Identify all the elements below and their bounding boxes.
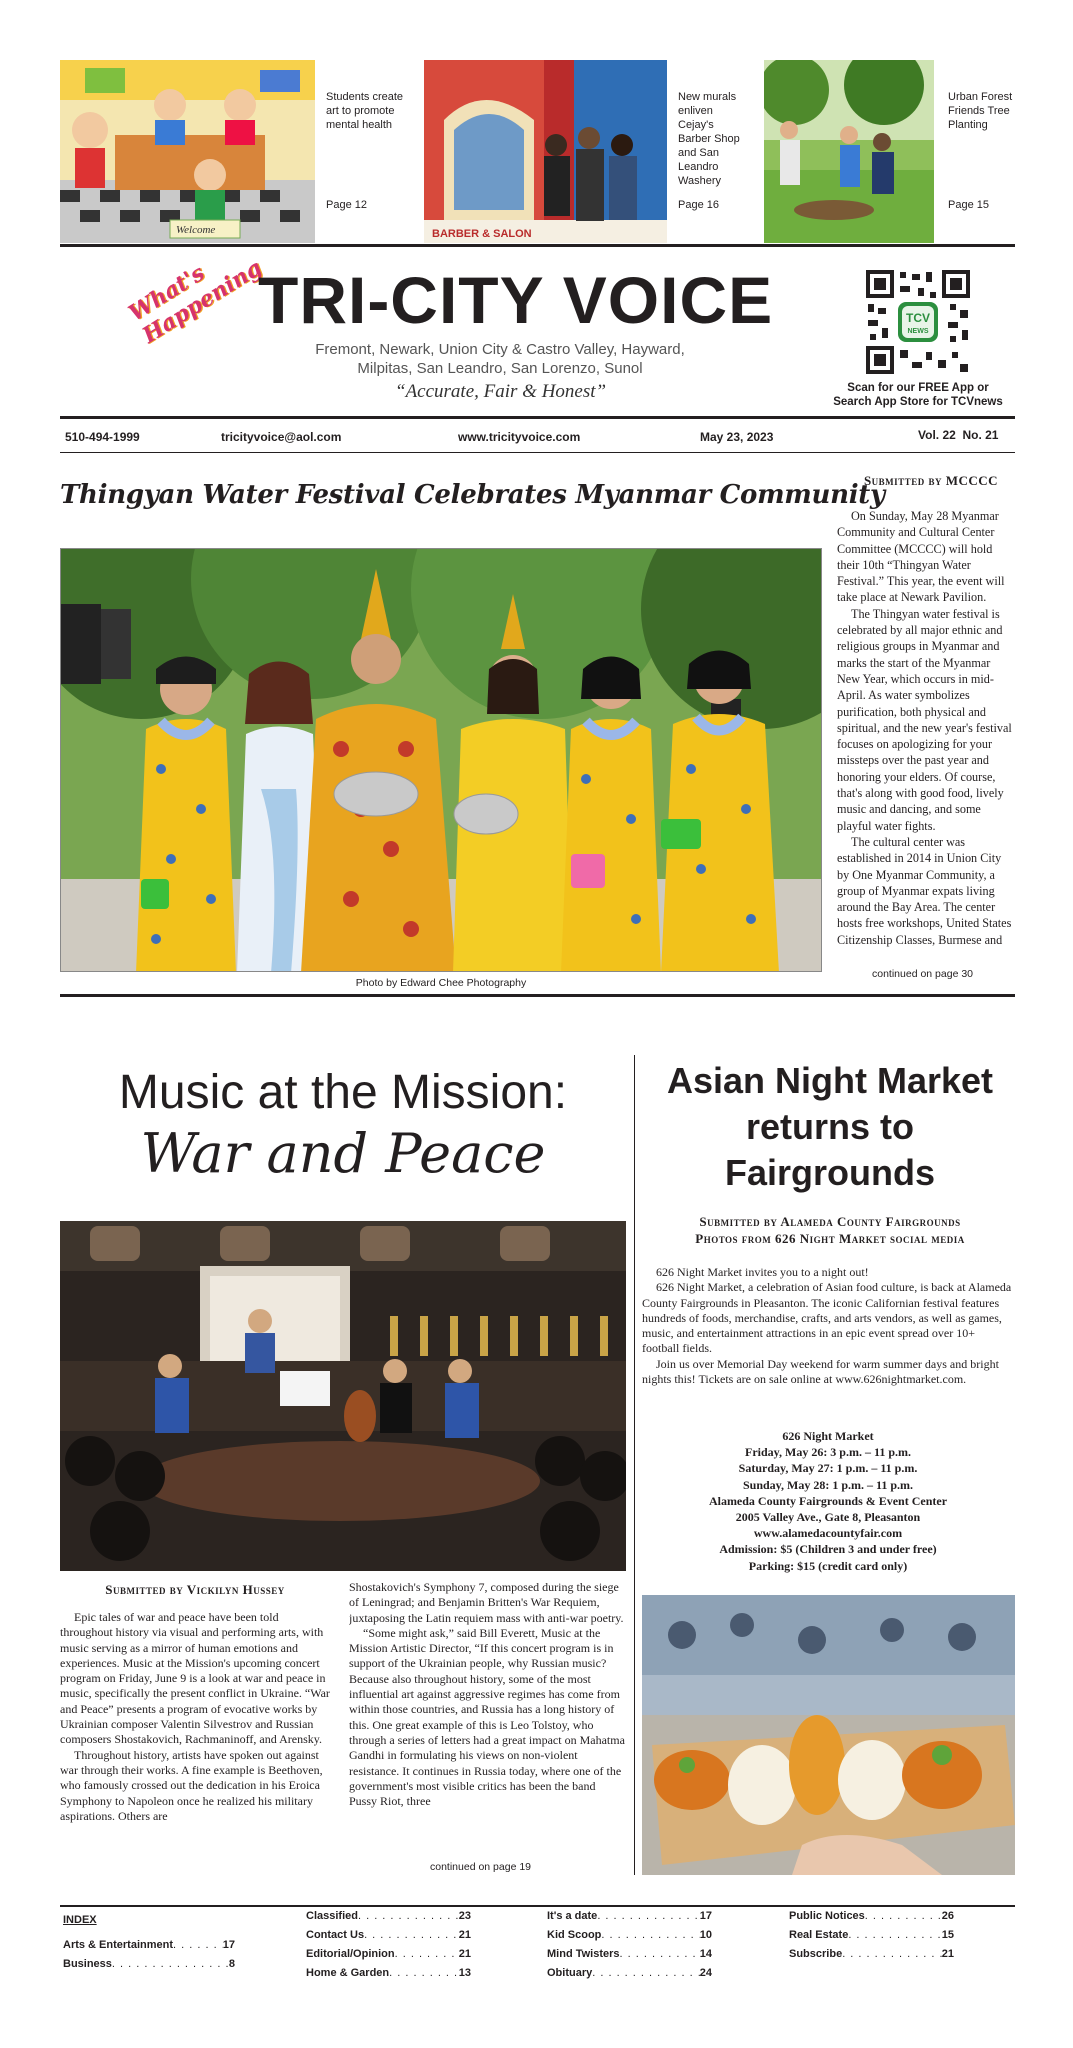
lead-paragraph: The cultural center was established in 2014 in Union City by One Myanmar Community, a group of Myanmar expats living around the Bay Area. The center hosts free workshops, United States Citizenship Classes, Burmese and <box>837 834 1012 947</box>
index-entry-name: Public Notices <box>789 1909 865 1922</box>
index-entry-name: Real Estate <box>789 1928 849 1941</box>
index-dots <box>865 1910 942 1922</box>
market-detail-line: Saturday, May 27: 1 p.m. – 11 p.m. <box>738 1461 918 1476</box>
index-dots <box>173 1939 223 1951</box>
masthead-cities <box>280 340 720 378</box>
index-entry-name: Arts & Entertainment <box>63 1938 174 1951</box>
music-body-col-2 <box>349 1580 625 1868</box>
market-detail-line: Admission: $5 (Children 3 and under free) <box>719 1542 937 1557</box>
music-headline-line-2: War and Peace <box>140 1122 546 1185</box>
market-detail-line: Friday, May 26: 3 p.m. – 11 p.m. <box>744 1445 911 1460</box>
market-detail-line: 2005 Valley Ave., Gate 8, Pleasanton <box>735 1510 921 1525</box>
index-entry-name: Classified <box>306 1909 358 1922</box>
app-promo-line-1: Scan for our FREE App or <box>847 382 989 394</box>
index-column-2 <box>306 1906 471 1982</box>
index-entry-page: 21 <box>458 1928 471 1941</box>
index-dots <box>597 1910 699 1922</box>
index-column-4 <box>789 1906 954 1963</box>
index-entry[interactable] <box>547 1963 712 1982</box>
index-column-1 <box>63 1935 235 1973</box>
index-entry[interactable] <box>63 1935 235 1954</box>
index-dots <box>848 1929 941 1941</box>
whats-happening-text: What's Happening <box>124 254 267 349</box>
index-entry[interactable] <box>789 1906 954 1925</box>
music-headline-line-1: Music at the Mission: <box>118 1066 568 1119</box>
teaser-caption-murals[interactable]: New murals enliven Cejay's Barber Shop and San Leandro Washery <box>678 91 740 187</box>
index-entry-name: Business <box>63 1957 112 1970</box>
index-entry[interactable] <box>789 1925 954 1944</box>
murals-sign-text: BARBER & SALON <box>432 228 532 240</box>
index-column-3 <box>547 1906 712 1982</box>
teaser-photo-students-art[interactable] <box>60 60 315 243</box>
index-entry-page: 17 <box>699 1909 712 1922</box>
index-dots <box>395 1948 459 1960</box>
lead-paragraph: The Thingyan water festival is celebrated by all major ethnic and religious groups in Myanmar and marks the start of the Myanmar New Year, which occurs in mid-April. As water symbolizes purification, both physical and spiritual, and the new year's festival focuses on apologizing for your missteps over the past year and honoring your elders. Of course, that's along with good food, lively music and dancing, and some playful water fights. <box>837 606 1012 833</box>
music-paragraph: Shostakovich's Symphony 7, composed during the siege of Leningrad; and Benjamin Britten's War Requiem, juxtaposing the Latin requiem mass with anti-war poetry. <box>349 1580 624 1625</box>
qr-badge-subtext: NEWS <box>907 328 929 335</box>
market-byline-line-2: Photos from 626 Night Market social media <box>695 1231 965 1246</box>
market-headline[interactable]: Asian Night Market returns to Fairgrounds <box>666 1060 994 1193</box>
teaser-caption-tree-planting[interactable]: Urban Forest Friends Tree Planting <box>948 91 1013 131</box>
teaser-caption-students-art[interactable]: Students create art to promote mental health <box>326 91 404 131</box>
index-entry[interactable] <box>547 1906 712 1925</box>
index-entry-page: 23 <box>458 1909 471 1922</box>
index-entry-page: 26 <box>941 1909 954 1922</box>
index-entry-name: Contact Us <box>306 1928 365 1941</box>
market-byline-line-1: Submitted by Alameda County Fairgrounds <box>699 1214 961 1229</box>
index-entry-page: 21 <box>941 1947 954 1960</box>
teaser-rule <box>60 244 1015 247</box>
market-detail-line: Alameda County Fairgrounds & Event Center <box>708 1493 948 1508</box>
index-entry-page: 17 <box>222 1938 235 1951</box>
index-entry[interactable] <box>547 1925 712 1944</box>
index-entry[interactable] <box>306 1963 471 1982</box>
music-paragraph: Epic tales of war and peace have been told throughout history via visual and performing arts, with music serving as a mirror of human emotions and experiences. Music at the Mission's upcoming concert program on Friday, June 9 is a look at war and peace in music, specifically the present conflict in Ukraine. “War and Peace” presents a program of evocative works by Ukrainian composer Valentin Silvestrov and Russian composers Shostakovich, Rachmaninoff, and Arensky. <box>60 1610 330 1747</box>
index-entry-page: 15 <box>941 1928 954 1941</box>
email-link[interactable]: tricityvoice@aol.com <box>221 430 342 444</box>
index-entry[interactable] <box>306 1944 471 1963</box>
market-byline <box>645 1213 1015 1247</box>
teaser-photo-murals[interactable] <box>424 60 667 243</box>
lead-photo[interactable] <box>60 548 822 972</box>
teaser-photo-tree-planting[interactable] <box>764 60 934 243</box>
index-dots <box>620 1948 700 1960</box>
music-body-col-1 <box>60 1610 330 1870</box>
phone-number[interactable]: 510-494-1999 <box>65 430 140 444</box>
music-photo[interactable] <box>60 1221 626 1571</box>
qr-code-graphic <box>866 270 970 374</box>
lead-body <box>837 508 1015 948</box>
index-entry[interactable] <box>306 1925 471 1944</box>
lead-paragraph: On Sunday, May 28 Myanmar Community and Cultural Center Committee (MCCCC) will hold their 10th “Thingyan Water Festival.” This year, the event will take place at Newark Pavilion. <box>837 509 1005 605</box>
teaser-page-murals[interactable]: Page 16 <box>678 199 719 211</box>
students-art-sign-text: Welcome <box>176 224 216 236</box>
volume-number: Vol. 22 No. 21 <box>918 428 999 442</box>
app-promo[interactable] <box>815 381 1021 409</box>
index-dots <box>364 1929 459 1941</box>
index-dots <box>601 1929 699 1941</box>
index-entry-name: Subscribe <box>789 1947 843 1960</box>
index-entry[interactable] <box>63 1954 235 1973</box>
music-paragraph: Throughout history, artists have spoken out against war through their works. A fine example is Beethoven, who famously crossed out the dedication in his Eroica Symphony to Napoleon once he realized his military aspirations. Others are <box>60 1747 323 1823</box>
index-entry[interactable] <box>789 1944 954 1963</box>
lead-headline[interactable]: Thingyan Water Festival Celebrates Myanmar Community <box>60 480 885 510</box>
masthead-motto: “Accurate, Fair & Honest” <box>395 381 607 402</box>
issue-date: May 23, 2023 <box>700 430 774 444</box>
market-detail-line: www.alamedacountyfair.com <box>753 1526 903 1541</box>
index-title: INDEX <box>63 1914 97 1926</box>
index-entry-page: 14 <box>699 1947 712 1960</box>
thingyan-festival-photo <box>61 549 822 972</box>
teaser-page-tree-planting[interactable]: Page 15 <box>948 199 989 211</box>
index-entry-name: Editorial/Opinion <box>306 1947 395 1960</box>
index-entry-name: Kid Scoop <box>547 1928 602 1941</box>
masthead-cities-line-2: Milpitas, San Leandro, San Lorenzo, Sunol <box>357 360 643 377</box>
music-byline: Submitted by Vickilyn Hussey <box>105 1582 285 1597</box>
lead-rule <box>60 994 1015 997</box>
lead-photo-credit: Photo by Edward Chee Photography <box>355 977 527 989</box>
students-art-illustration <box>60 60 315 243</box>
index-entry-page: 21 <box>458 1947 471 1960</box>
index-dots <box>358 1910 459 1922</box>
index-entry-name: Home & Garden <box>306 1966 390 1979</box>
app-promo-line-2: Search App Store for TCVnews <box>833 396 1003 408</box>
qr-code[interactable] <box>866 270 970 374</box>
index-entry-page: 13 <box>458 1966 471 1979</box>
string-quartet-photo <box>60 1221 626 1571</box>
index-entry-name: Obituary <box>547 1966 593 1979</box>
market-details <box>642 1428 1014 1574</box>
market-detail-line: Parking: $15 (credit card only) <box>748 1558 908 1573</box>
index-entry[interactable] <box>306 1906 471 1925</box>
music-continued-link[interactable]: continued on page 19 <box>430 1861 532 1873</box>
column-divider <box>634 1055 635 1875</box>
teaser-page-students-art[interactable]: Page 12 <box>326 199 367 211</box>
murals-photo-illustration <box>424 60 667 243</box>
market-paragraph: 626 Night Market invites you to a night out! <box>656 1265 869 1279</box>
tree-planting-illustration <box>764 60 934 243</box>
market-detail-line: 626 Night Market <box>782 1429 874 1443</box>
masthead-title[interactable]: TRI-CITY VOICE <box>258 263 774 337</box>
market-paragraph: Join us over Memorial Day weekend for warm summer days and bright nights this! Tickets are on sale online at www.626nightmarket.com. <box>642 1356 999 1387</box>
market-body <box>642 1265 1014 1387</box>
index-dots <box>842 1948 942 1960</box>
music-headline[interactable] <box>60 1065 626 1187</box>
music-paragraph: “Some might ask,” said Bill Everett, Music at the Mission Artistic Director, “If this concert program is in support of the Ukrainian people, why Russian music? Because also throughout history, some of the most influential art against aggressive regimes has come from within those countries, and Russia has a long history of this. One great example of this is Leo Tolstoy, who through a series of letters had a great impact on Mahatma Gandhi in formulating his views on non-violent resistance. It continues in Russia today, where one of the government's most visible critics has been the band Pussy Riot, three <box>349 1625 625 1809</box>
market-paragraph: 626 Night Market, a celebration of Asian food culture, is back at Alameda County Fairgrounds in Pleasanton. The iconic Californian festival features hundreds of foods, merchandise, crafts, and arts vendors, as well as games, music, and entertainment attractions in an epic event spread over 10+ football fields. <box>642 1280 1012 1356</box>
market-detail-line: Sunday, May 28: 1 p.m. – 11 p.m. <box>742 1477 914 1492</box>
lead-byline: Submitted by MCCCC <box>863 473 999 488</box>
whats-happening-script <box>124 230 275 355</box>
market-photo[interactable] <box>642 1595 1015 1875</box>
index-entry-page: 24 <box>699 1966 712 1979</box>
bao-buns-photo <box>642 1595 1015 1875</box>
index-entry-name: Mind Twisters <box>547 1947 620 1960</box>
website-link[interactable]: www.tricityvoice.com <box>458 430 581 444</box>
index-entry-name: It's a date <box>547 1909 598 1922</box>
masthead-rule <box>60 416 1015 419</box>
index-entry-page: 8 <box>228 1957 235 1970</box>
masthead-cities-line-1: Fremont, Newark, Union City & Castro Valley, Hayward, <box>315 341 685 358</box>
index-dots <box>112 1958 229 1970</box>
index-dots <box>389 1967 459 1979</box>
lead-continued-link[interactable]: continued on page 30 <box>872 968 974 980</box>
index-entry[interactable] <box>547 1944 712 1963</box>
index-entry-page: 10 <box>699 1928 712 1941</box>
qr-badge-text: TCV <box>906 311 930 325</box>
infobar-rule <box>60 452 1015 453</box>
index-dots <box>592 1967 700 1979</box>
